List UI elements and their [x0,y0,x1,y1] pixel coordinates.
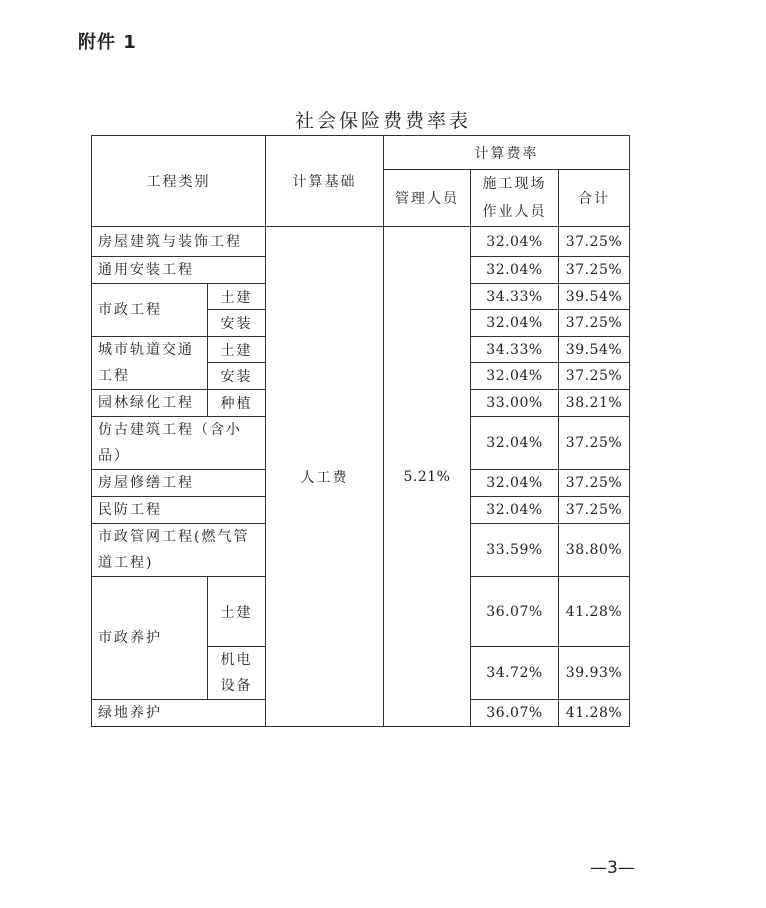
table-row-category: 园林绿化工程 [92,390,208,417]
table-row-category: 绿地养护 [92,700,266,727]
table-row-category: 市政管网工程(燃气管道工程) [92,524,266,577]
total-rate-cell: 37.25% [559,497,630,524]
table-row-subcategory: 种植 [208,390,266,417]
site-rate-cell: 32.04% [471,310,559,337]
total-rate-cell: 39.54% [559,284,630,310]
total-rate-cell: 39.54% [559,337,630,363]
site-rate-cell: 33.00% [471,390,559,417]
site-rate-cell: 32.04% [471,257,559,284]
table-title: 社会保险费费率表 [294,110,471,132]
site-rate-cell: 34.33% [471,284,559,310]
header-category: 工程类别 [92,136,266,227]
total-rate-cell: 41.28% [559,700,630,727]
table-row-subcategory: 土建 [208,284,266,310]
site-rate-cell: 36.07% [471,577,559,647]
social-insurance-rate-table [91,135,630,727]
total-rate-cell: 37.25% [559,417,630,470]
total-rate-cell: 37.25% [559,310,630,337]
attachment-label: 附件 1 [78,32,137,53]
total-rate-cell: 38.21% [559,390,630,417]
total-rate-cell: 37.25% [559,363,630,390]
table-row-category: 房屋建筑与装饰工程 [92,227,266,257]
table-row-subcategory: 土建 [208,577,266,647]
page-number: —3— [590,858,635,878]
table-row-category: 市政养护 [92,577,208,700]
table-row-category: 民防工程 [92,497,266,524]
site-rate-cell: 34.72% [471,647,559,700]
total-rate-cell: 37.25% [559,227,630,257]
total-rate-cell: 39.93% [559,647,630,700]
total-rate-cell: 37.25% [559,470,630,497]
basis-cell: 人工费 [266,227,384,727]
table-row-category: 市政工程 [92,284,208,337]
table-row-category: 房屋修缮工程 [92,470,266,497]
management-rate-cell: 5.21% [384,227,471,727]
site-rate-cell: 32.04% [471,227,559,257]
site-rate-cell: 32.04% [471,470,559,497]
header-basis: 计算基础 [266,136,384,227]
table-row-subcategory: 安装 [208,310,266,337]
site-rate-cell: 32.04% [471,497,559,524]
table-row-subcategory: 机电设备 [208,647,266,700]
table-row-subcategory: 安装 [208,363,266,390]
site-rate-cell: 33.59% [471,524,559,577]
site-rate-cell: 34.33% [471,337,559,363]
total-rate-cell: 41.28% [559,577,630,647]
total-rate-cell: 38.80% [559,524,630,577]
header-rate-group: 计算费率 [384,136,630,170]
total-rate-cell: 37.25% [559,257,630,284]
table-row-category: 通用安装工程 [92,257,266,284]
site-rate-cell: 36.07% [471,700,559,727]
table-row-category: 仿古建筑工程（含小品） [92,417,266,470]
table-row-category: 城市轨道交通工程 [92,337,208,390]
header-management: 管理人员 [384,170,471,227]
site-rate-cell: 32.04% [471,363,559,390]
table-row-subcategory: 土建 [208,337,266,363]
header-site-workers: 施工现场作业人员 [471,170,559,227]
header-total: 合计 [559,170,630,227]
site-rate-cell: 32.04% [471,417,559,470]
